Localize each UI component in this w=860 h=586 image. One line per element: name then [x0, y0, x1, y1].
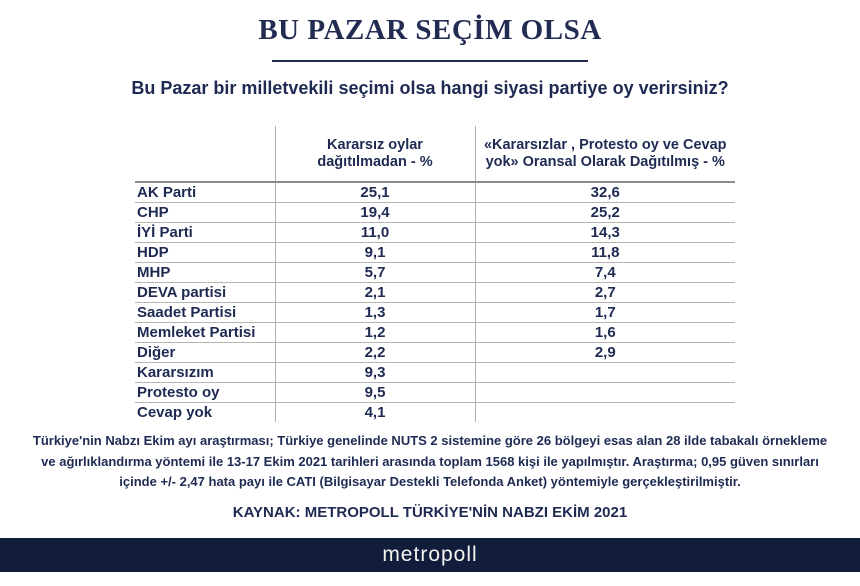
party-name-cell: Memleket Partisi: [135, 323, 275, 343]
party-name-cell: Protesto oy: [135, 383, 275, 403]
undistributed-value-cell: 2,1: [275, 283, 475, 303]
party-name-cell: Saadet Partisi: [135, 303, 275, 323]
undistributed-value-cell: 2,2: [275, 343, 475, 363]
poll-question: Bu Pazar bir milletvekili seçimi olsa hangi siyasi partiye oy verirsiniz?: [131, 78, 729, 98]
distributed-value-cell: [475, 403, 735, 423]
undistributed-value-cell: 9,3: [275, 363, 475, 383]
distributed-value-cell: 32,6: [475, 182, 735, 203]
table-row: [135, 323, 735, 343]
undistributed-value-cell: 25,1: [275, 182, 475, 203]
table-row: [135, 283, 735, 303]
party-name-cell: Cevap yok: [137, 404, 213, 421]
brand-bar: [0, 538, 860, 572]
table-row: [135, 363, 735, 383]
distributed-value-cell: [475, 363, 735, 383]
table-row: [135, 303, 735, 323]
table-row: [135, 243, 735, 263]
distributed-value-cell: 14,3: [475, 223, 735, 243]
distributed-value-cell: [475, 383, 735, 403]
table-row: [135, 223, 735, 243]
distributed-value-cell: 2,7: [475, 283, 735, 303]
party-column-header: [135, 126, 275, 182]
poll-table-body: [135, 182, 735, 422]
table-row: [135, 263, 735, 283]
undistributed-value-cell: 19,4: [275, 203, 475, 223]
undistributed-value-cell: 1,2: [275, 323, 475, 343]
distributed-value-cell: 2,9: [475, 343, 735, 363]
distributed-value-cell: 25,2: [475, 203, 735, 223]
undistributed-value-cell: 9,1: [275, 243, 475, 263]
table-header-row: [135, 126, 735, 182]
table-row: [135, 343, 735, 363]
undistributed-column-header: Kararsız oylar dağıtılmadan - %: [275, 126, 475, 182]
source-line: KAYNAK: METROPOLL TÜRKİYE'NİN NABZI EKİM 2021: [232, 504, 628, 521]
undistributed-value-cell: 5,7: [275, 263, 475, 283]
party-name-cell: Kararsızım: [135, 363, 275, 383]
table-row: [135, 182, 735, 203]
distributed-column-header: «Kararsızlar , Protesto oy ve Cevap yok» Oransal Olarak Dağıtılmış - %: [475, 126, 735, 182]
distributed-value-cell: 1,6: [475, 323, 735, 343]
distributed-value-cell: 7,4: [475, 263, 735, 283]
poll-results-table: [135, 126, 735, 422]
title-underline: [272, 60, 588, 62]
party-name-cell: DEVA partisi: [135, 283, 275, 303]
undistributed-value-cell: 9,5: [275, 383, 475, 403]
undistributed-value-cell: 11,0: [275, 223, 475, 243]
distributed-value-cell: 1,7: [475, 303, 735, 323]
party-name-cell: MHP: [135, 263, 275, 283]
party-name-cell: CHP: [135, 203, 275, 223]
table-row: [135, 203, 735, 223]
metropoll-logo: metropoll: [382, 543, 478, 566]
page-title: BU PAZAR SEÇİM OLSA: [258, 14, 602, 46]
party-name-cell: AK Parti: [135, 182, 275, 203]
party-name-cell: Diğer: [135, 343, 275, 363]
distributed-value-cell: 11,8: [475, 243, 735, 263]
methodology-note: Türkiye'nin Nabzı Ekim ayı araştırması; Türkiye genelinde NUTS 2 sistemine göre 26 bölgeyi esas alan 28 ilde tabakalı örnekleme ve ağırlıklandırma yöntemi ile 13-17 Ekim 2021 tarihleri arasında toplam 1568 kişi ile yapılmıştır. Araştırma; 0,95 güven sınırları içinde +/- 2,47 hata payı ile CATI (Bilgisayar Destekli Telefonda Anket) yöntemiyle gerçekleştirilmiştir.: [32, 433, 828, 489]
table-row: [135, 383, 735, 403]
undistributed-value-cell: 4,1: [275, 403, 475, 423]
party-name-cell: HDP: [135, 243, 275, 263]
party-name-cell: İYİ Parti: [135, 223, 275, 243]
table-row: [135, 403, 735, 423]
undistributed-value-cell: 1,3: [275, 303, 475, 323]
